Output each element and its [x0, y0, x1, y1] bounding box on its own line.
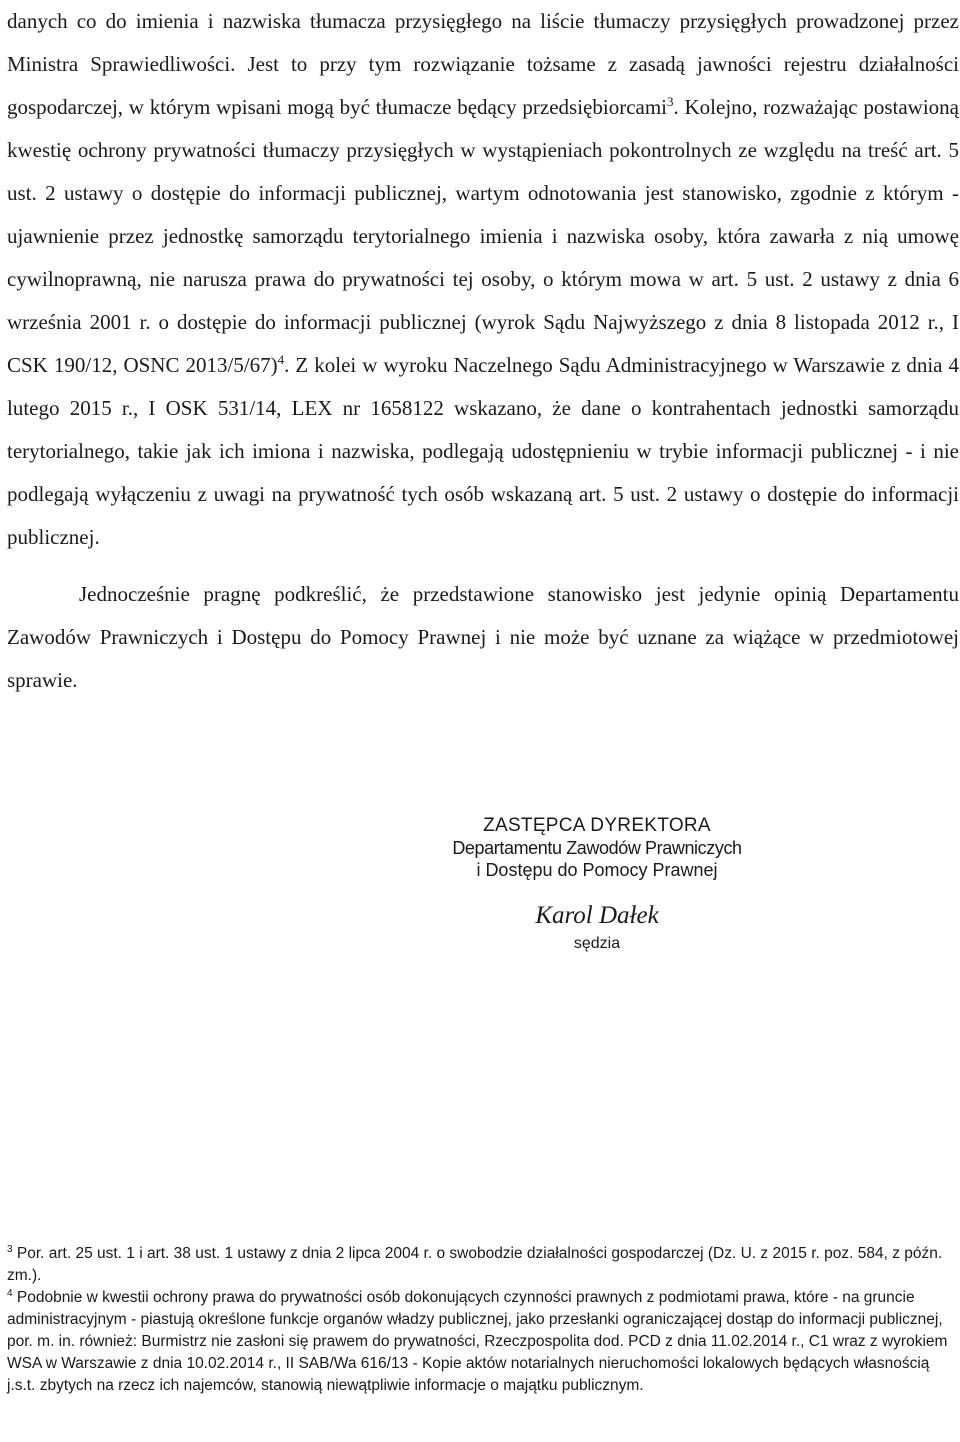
signature-department-line-1: Departamentu Zawodów Prawniczych — [452, 838, 742, 858]
footnote-ref-4: 4 — [277, 352, 285, 367]
signature-name: Karol Dałek — [535, 902, 659, 929]
paragraph-1 — [7, 0, 959, 559]
paragraph-1-part-3: . Z kolei w wyroku Naczelnego Sądu Administracyjnego w Warszawie z dnia 4 lutego 2015 r., I OSK 531/14, LEX nr 1658122 wskazano, że dane o kontrahentach jednostki samorządu terytorialnego, takie jak ich imiona i nazwiska, podlegają udostępnieniu w trybie informacji publicznej - i nie podlegają wyłączeniu z uwagi na prywatność tych osób wskazaną art. 5 ust. 2 ustawy o dostępie do informacji publicznej. — [7, 353, 959, 549]
footnote-4 — [7, 1287, 952, 1397]
footnote-4-text: Podobnie w kwestii ochrony prawa do prywatności osób dokonujących czynności prawnych z podmiotami prawa, które - na gruncie administracyjnym - piastują określone funkcje organów władzy publicznej, jako przesłanki ograniczającej dostąp do informacji publicznej, por. m. in. również: Burmistrz nie zasłoni się prawem do prywatności, Rzeczpospolita dod. PCD z dnia 11.02.2014 r., C1 wraz z wyrokiem WSA w Warszawie z dnia 10.02.2014 r., II SAB/Wa 616/13 - Kopie aktów notarialnych nieruchomości lokalowych będących własnością j.s.t. zbytych na rzecz ich najemców, stanowią niewątpliwie informacje o majątku publicznym. — [7, 1289, 948, 1394]
signature-department-line-2: i Dostępu do Pomocy Prawnej — [476, 860, 718, 880]
paragraph-1-part-1: danych co do imienia i nazwiska tłumacza przysięgłego na liście tłumaczy przysięgłych prowadzonej przez Ministra Sprawiedliwości. Jest to przy tym rozwiązanie tożsame z zasadą jawności rejestru działalności gospodarczej, w którym wpisani mogą być tłumacze będący przedsiębiorcami — [7, 9, 959, 119]
signature-title: ZASTĘPCA DYREKTORA — [483, 815, 711, 836]
footnote-3-number: 3 — [7, 1243, 13, 1255]
signature-role: sędzia — [573, 935, 621, 952]
footnote-4-number: 4 — [7, 1287, 13, 1299]
paragraph-2: Jednocześnie pragnę podkreślić, że przedstawione stanowisko jest jedynie opinią Departamentu Zawodów Prawniczych i Dostępu do Pomocy Prawnej i nie może być uznane za wiążące w przedmiotowej sprawie. — [7, 582, 959, 692]
paragraph-1-part-2: . Kolejno, rozważając postawioną kwestię ochrony prywatności tłumaczy przysięgłych w wystąpieniach pokontrolnych ze względu na treść art. 5 ust. 2 ustawy o dostępie do informacji publicznej, wartym odnotowania jest stanowisko, zgodnie z którym - ujawnienie przez jednostkę samorządu terytorialnego imienia i nazwiska osoby, która zawarła z nią umowę cywilnoprawną, nie narusza prawa do prywatności tej osoby, o którym mowa w art. 5 ust. 2 ustawy z dnia 6 września 2001 r. o dostępie do informacji publicznej (wyrok Sądu Najwyższego z dnia 8 listopada 2012 r., I CSK 190/12, OSNC 2013/5/67) — [7, 95, 959, 377]
footnotes — [7, 1243, 952, 1397]
footnote-ref-3: 3 — [667, 94, 674, 109]
footnote-3-text: Por. art. 25 ust. 1 i art. 38 ust. 1 ustawy z dnia 2 lipca 2004 r. o swobodzie działalności gospodarczej (Dz. U. z 2015 r. poz. 584, z późn. zm.). — [7, 1245, 943, 1284]
signature-block — [420, 815, 774, 955]
body-text — [7, 0, 959, 702]
footnote-3 — [7, 1243, 952, 1287]
